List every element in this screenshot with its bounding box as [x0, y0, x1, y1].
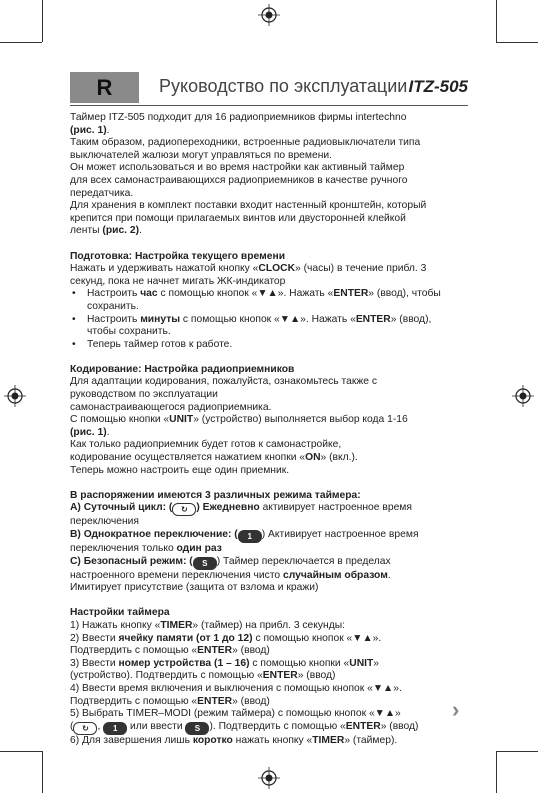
intro-line: Таймер ITZ-505 подходит для 16 радиоприемников фирмы intertechno	[70, 112, 407, 123]
intro-line: Для хранения в комплект поставки входит настенный кронштейн, который	[70, 200, 427, 212]
settings-step: 4) Ввести время включения и выключения с помощью кнопок «▼▲».	[70, 682, 402, 694]
intro-line: для всех самонастраивающихся радиоприемников в качестве ручного	[70, 174, 408, 186]
settings-step: 2) Ввести ячейку памяти (от 1 до 12) с помощью кнопок «▼▲».	[70, 632, 382, 644]
intro-line: выключателей жалюзи могут управляться по времени.	[70, 149, 333, 161]
intro-line: Таким образом, радиопереходники, встроенные радиовыключатели типа	[70, 137, 421, 149]
prep-line: секунд, пока не начнет мигать ЖК-индикатор	[70, 275, 286, 287]
section-heading-coding: Кодирование: Настройка радиоприемников	[70, 363, 295, 375]
crop-mark	[496, 0, 497, 42]
settings-step: Подтвердить с помощью «ENTER» (ввод)	[70, 645, 270, 657]
crop-mark	[496, 42, 538, 43]
crop-mark	[0, 751, 42, 752]
registration-mark-icon	[4, 385, 26, 407]
settings-step: 1) Нажать кнопку «TIMER» (таймер) на прибл. 3 секунды:	[70, 619, 346, 631]
intro-line: ленты (рис. 2).	[70, 225, 142, 237]
coding-line: Для адаптации кодирования, пожалуйста, ознакомьтесь также с	[70, 376, 377, 388]
section-heading-settings: Настройки таймера	[70, 607, 170, 619]
daily-cycle-icon: ↻	[172, 503, 196, 516]
list-item: • Настроить час с помощью кнопок «▼▲». Нажать «ENTER» (ввод), чтобы сохранить.	[72, 288, 441, 312]
coding-line: самонастраивающегося радиоприемника.	[70, 401, 272, 413]
manual-body	[70, 112, 470, 747]
registration-mark-icon	[258, 4, 280, 26]
settings-step: 5) Выбрать TIMER–MODI (режим таймера) с помощью кнопок «▼▲»	[70, 708, 401, 720]
registration-mark-icon	[512, 385, 534, 407]
settings-step: Подтвердить с помощью «ENTER» (ввод)	[70, 695, 270, 707]
language-badge: R	[70, 72, 139, 103]
coding-line: (рис. 1).	[70, 426, 110, 438]
settings-step: 3) Ввести номер устройства (1 – 16) с помощью кнопки «UNIT»	[70, 657, 380, 669]
crop-mark	[0, 42, 42, 43]
page-header	[70, 72, 468, 103]
crop-mark	[42, 751, 43, 793]
page-title: Руководство по эксплуатации	[159, 76, 408, 96]
next-page-arrow-icon: ›	[452, 697, 460, 722]
security-mode-icon: S	[185, 722, 209, 735]
settings-step: 6) Для завершения лишь коротко нажать кнопку «TIMER» (таймер).	[70, 734, 398, 746]
one-time-icon: 1	[238, 530, 262, 543]
intro-line: крепится при помощи прилагаемых винтов или двусторонней клейкой	[70, 212, 406, 224]
header-divider	[70, 105, 468, 106]
list-item: • Теперь таймер готов к работе.	[72, 338, 233, 350]
model-number: ITZ-505	[408, 77, 468, 96]
prep-line: Нажать и удерживать нажатой кнопку «CLOCK» (часы) в течение прибл. 3	[70, 263, 427, 275]
section-heading-preparation: Подготовка: Настройка текущего времени	[70, 250, 286, 262]
coding-line: Как только радиоприемник будет готов к самонастройке,	[70, 439, 342, 451]
registration-mark-icon	[258, 767, 280, 789]
section-heading-modes: В распоряжении имеются 3 различных режима таймера:	[70, 489, 361, 501]
intro-line: (рис. 1).	[70, 124, 110, 136]
intro-line: Он может использоваться и во время настройки как активный таймер	[70, 162, 405, 174]
intro-line: передатчика.	[70, 187, 134, 199]
coding-line: руководством по эксплуатации	[70, 389, 218, 401]
settings-step: (устройство). Подтвердить с помощью «ENTER» (ввод)	[70, 670, 336, 682]
mode-safe: С) Безопасный режим: ( S ) Таймер переключается в пределах настроенного времени переключения чисто случайным образом.	[70, 555, 391, 581]
list-item: • Настроить минуты с помощью кнопок «▼▲». Нажать «ENTER» (ввод), чтобы сохранить.	[72, 313, 432, 338]
mode-once: В) Однократное переключение: ( 1 ) Активирует настроенное время переключения только один раз	[70, 529, 419, 554]
mode-daily: А) Суточный цикл: ( ↻ ) Ежедневно активирует настроенное время переключения	[70, 502, 412, 528]
coding-line: С помощью кнопки «UNIT» (устройство) выполняется выбор кода 1-16	[70, 414, 408, 426]
one-time-icon: 1	[103, 722, 127, 735]
mode-safe-note: Имитирует присутствие (защита от взлома и кражи)	[70, 582, 319, 594]
crop-mark	[496, 751, 497, 793]
prep-steps	[70, 288, 470, 351]
crop-mark	[496, 751, 538, 752]
coding-line: Теперь можно настроить еще один приемник.	[70, 464, 290, 476]
security-mode-icon: S	[193, 557, 217, 570]
crop-mark	[42, 0, 43, 42]
daily-cycle-icon: ↻	[73, 722, 97, 735]
coding-line: кодирование осуществляется нажатием кнопки «ON» (вкл.).	[70, 452, 358, 464]
settings-step: ( ↻ , 1 или ввести S ). Подтвердить с помощью «ENTER» (ввод)	[70, 720, 419, 733]
